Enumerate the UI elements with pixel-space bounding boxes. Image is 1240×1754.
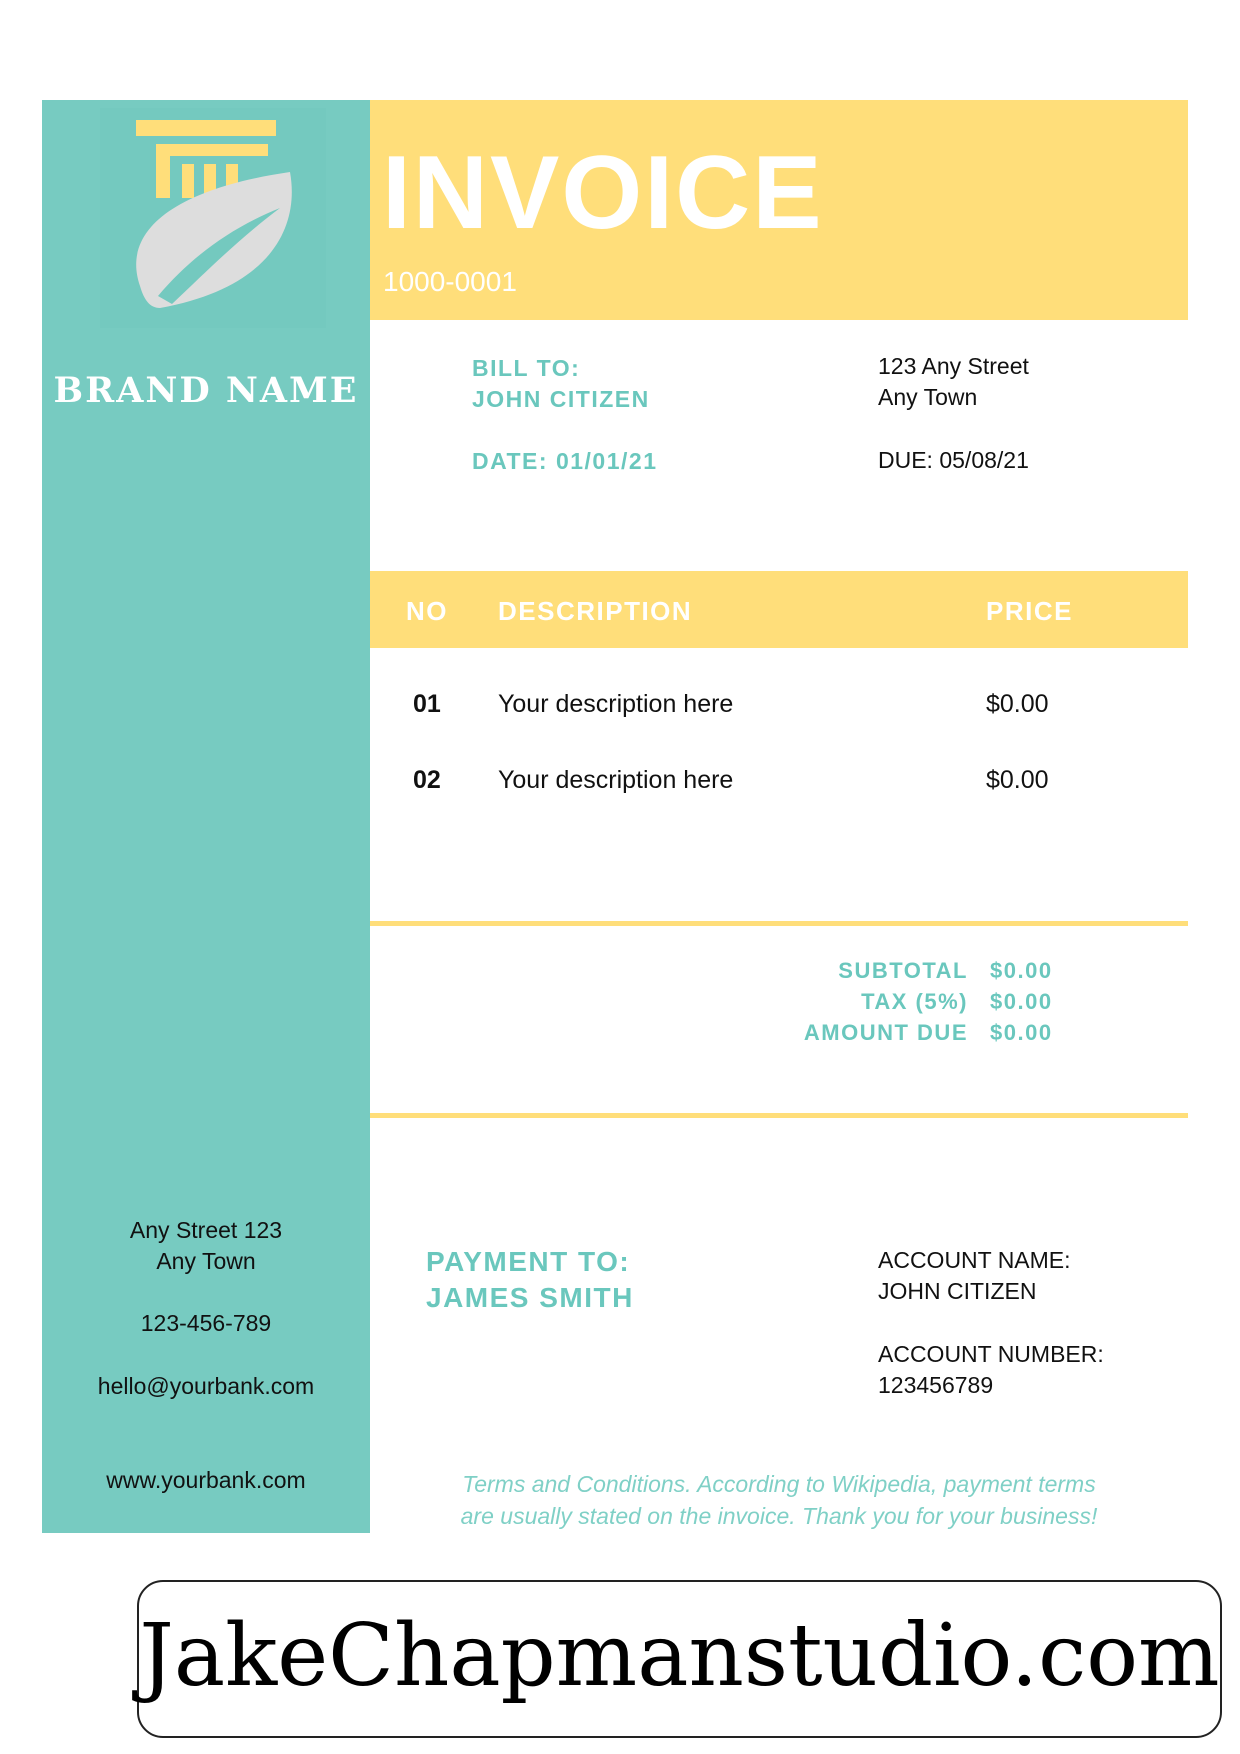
bill-to-name: JOHN CITIZEN: [472, 386, 650, 412]
invoice-date: DATE: 01/01/21: [472, 448, 658, 474]
row-number: 01: [413, 690, 441, 718]
terms-line: Terms and Conditions. According to Wikipedia, payment terms: [462, 1471, 1096, 1497]
account-name: JOHN CITIZEN: [878, 1278, 1037, 1304]
brand-logo-icon: [100, 108, 326, 328]
payment-to-name: JAMES SMITH: [426, 1282, 634, 1313]
invoice-title: INVOICE: [382, 135, 824, 251]
sidebar-email: hello@yourbank.com: [97, 1373, 315, 1399]
column-header-no: NO: [406, 596, 448, 626]
amount-due-value: $0.00: [990, 1020, 1053, 1045]
column-header-description: DESCRIPTION: [498, 596, 693, 626]
account-name-label: ACCOUNT NAME:: [878, 1247, 1071, 1273]
due-date: DUE: 05/08/21: [878, 447, 1029, 473]
table-row: [370, 690, 1188, 730]
row-price: $0.00: [986, 690, 1049, 718]
sidebar-address-line2: Any Town: [156, 1248, 256, 1274]
watermark-text: JakeChapmanstudio.com: [139, 1606, 1220, 1706]
bill-to-label: BILL TO:: [472, 355, 581, 381]
sidebar-address-line1: Any Street 123: [129, 1217, 283, 1243]
row-price: $0.00: [986, 766, 1049, 794]
subtotal-label: SUBTOTAL: [838, 958, 968, 983]
divider: [370, 1113, 1188, 1118]
sidebar-website: www.yourbank.com: [106, 1467, 306, 1493]
sidebar-phone: 123-456-789: [140, 1310, 272, 1336]
subtotal-value: $0.00: [990, 958, 1053, 983]
terms-and-conditions: [420, 1468, 1138, 1532]
pillar-leaf-icon: [100, 108, 326, 328]
account-number-label: ACCOUNT NUMBER:: [878, 1341, 1104, 1367]
invoice-number: 1000-0001: [383, 266, 517, 297]
row-description: Your description here: [498, 690, 734, 718]
bill-address-line2: Any Town: [878, 384, 978, 410]
row-number: 02: [413, 766, 441, 794]
payment-to-label: PAYMENT TO:: [426, 1246, 631, 1277]
amount-due-label: AMOUNT DUE: [803, 1020, 968, 1045]
brand-name: BRAND NAME: [53, 370, 359, 411]
tax-value: $0.00: [990, 989, 1053, 1014]
bill-address-line1: 123 Any Street: [878, 353, 1029, 379]
divider: [370, 921, 1188, 926]
table-row: [370, 766, 1188, 806]
row-description: Your description here: [498, 766, 734, 794]
terms-line: are usually stated on the invoice. Thank you for your business!: [460, 1503, 1098, 1529]
tax-label: TAX (5%): [861, 989, 968, 1014]
column-header-price: PRICE: [986, 596, 1073, 626]
account-number: 123456789: [878, 1372, 994, 1398]
